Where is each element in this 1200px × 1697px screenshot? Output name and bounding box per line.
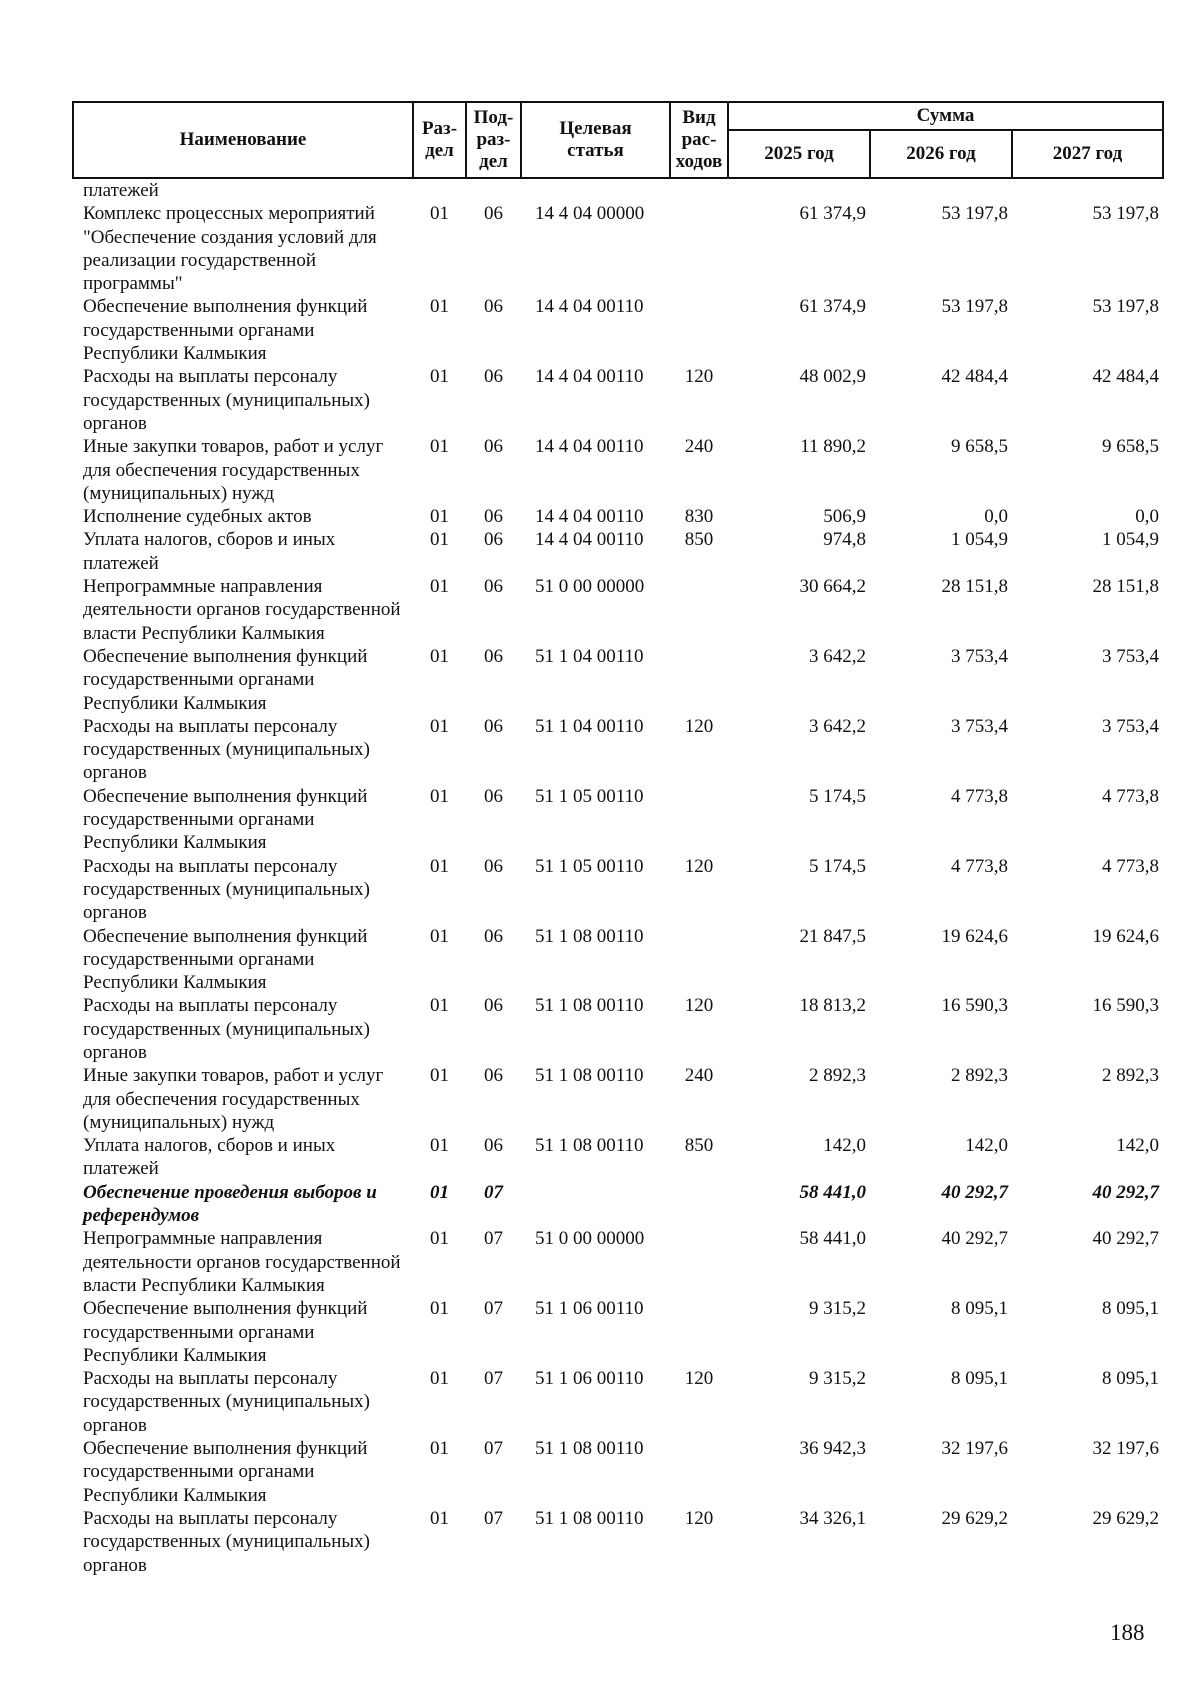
row-razdel: 01 — [430, 576, 449, 598]
row-target: 51 1 08 00110 — [535, 1135, 644, 1157]
table-row — [73, 528, 1163, 575]
row-podrazdel: 06 — [484, 995, 503, 1017]
row-2026: 8 095,1 — [951, 1368, 1008, 1390]
row-2027: 53 197,8 — [1092, 296, 1160, 318]
row-name: Комплекс процессных мероприятий "Обеспечение создания условий для реализации государственной программы" — [83, 203, 377, 295]
table-row — [73, 925, 1163, 995]
row-target — [521, 178, 670, 202]
row-2026: 29 629,2 — [941, 1507, 1008, 1529]
row-2027: 29 629,2 — [1092, 1507, 1160, 1529]
row-razdel: 01 — [430, 296, 449, 318]
row-name: Расходы на выплаты персоналу государственных (муниципальных) органов — [83, 1507, 370, 1576]
header-2027: 2027 год — [1012, 130, 1163, 178]
page-number: 188 — [1110, 1620, 1145, 1645]
row-name: Расходы на выплаты персоналу государственных (муниципальных) органов — [83, 715, 370, 784]
row-2025: 9 315,2 — [809, 1298, 866, 1320]
row-name: Иные закупки товаров, работ и услуг для обеспечения государственных (муниципальных) нужд — [83, 436, 384, 504]
row-target: 14 4 04 00110 — [535, 436, 644, 458]
row-target: 51 1 05 00110 — [535, 785, 644, 807]
row-2027: 53 197,8 — [1092, 203, 1160, 225]
row-2026: 16 590,3 — [941, 995, 1008, 1017]
row-2027: 28 151,8 — [1092, 576, 1160, 598]
row-vid — [670, 575, 728, 645]
header-name: Наименование — [73, 102, 413, 178]
row-razdel: 01 — [430, 1368, 449, 1390]
row-target: 14 4 04 00000 — [535, 203, 645, 225]
row-name: Непрограммные направления деятельности органов государственной власти Республики Калмыкия — [83, 576, 401, 644]
row-podrazdel: 06 — [484, 785, 503, 807]
row-razdel: 01 — [430, 529, 449, 551]
row-podrazdel: 06 — [484, 1135, 503, 1157]
table-row — [73, 1064, 1163, 1134]
row-2025: 30 664,2 — [799, 576, 866, 598]
row-target: 51 1 04 00110 — [535, 715, 644, 737]
row-razdel: 01 — [430, 1438, 449, 1460]
row-razdel: 01 — [430, 645, 449, 667]
row-podrazdel: 06 — [484, 715, 503, 737]
row-podrazdel: 06 — [484, 576, 503, 598]
row-2025: 36 942,3 — [799, 1438, 866, 1460]
row-2027: 3 753,4 — [1102, 715, 1160, 737]
row-podrazdel: 07 — [484, 1368, 503, 1390]
row-vid: 120 — [684, 1368, 714, 1390]
row-vid: 850 — [684, 1135, 714, 1157]
header-summa: Сумма — [728, 102, 1163, 130]
row-target: 51 1 06 00110 — [535, 1298, 644, 1320]
table-row — [73, 1297, 1163, 1367]
row-2026: 53 197,8 — [941, 296, 1008, 318]
row-name: Уплата налогов, сборов и иных платежей — [83, 529, 336, 574]
row-target: 51 1 04 00110 — [535, 645, 644, 667]
row-target: 14 4 04 00110 — [535, 529, 644, 551]
row-2025: 9 315,2 — [809, 1368, 866, 1390]
row-podrazdel: 06 — [484, 366, 503, 388]
row-razdel: 01 — [430, 1135, 449, 1157]
table-row — [73, 715, 1163, 785]
row-vid: 830 — [684, 506, 714, 528]
row-2026: 9 658,5 — [951, 436, 1008, 458]
row-podrazdel: 06 — [484, 436, 503, 458]
row-2027: 4 773,8 — [1102, 855, 1160, 877]
row-vid — [670, 785, 728, 855]
row-razdel: 01 — [430, 1298, 449, 1320]
row-2025: 61 374,9 — [799, 296, 866, 318]
row-2027: 32 197,6 — [1092, 1438, 1160, 1460]
row-name: Уплата налогов, сборов и иных платежей — [83, 1135, 336, 1180]
row-2026: 32 197,6 — [941, 1438, 1008, 1460]
row-vid — [670, 1227, 728, 1297]
row-podrazdel: 06 — [484, 855, 503, 877]
row-2027: 1 054,9 — [1102, 529, 1160, 551]
row-name: Обеспечение выполнения функций государственными органами Республики Калмыкия — [83, 645, 368, 714]
row-vid: 120 — [684, 366, 714, 388]
row-vid — [670, 295, 728, 365]
row-razdel: 01 — [430, 366, 449, 388]
row-2027: 40 292,7 — [1092, 1228, 1160, 1250]
row-vid — [670, 645, 728, 715]
row-2027: 19 624,6 — [1092, 925, 1160, 947]
table-header — [73, 102, 1163, 178]
row-podrazdel: 07 — [484, 1507, 503, 1529]
row-razdel: 01 — [430, 925, 449, 947]
row-name: Обеспечение выполнения функций государственными органами Республики Калмыкия — [83, 925, 368, 994]
row-razdel: 01 — [430, 1507, 449, 1529]
row-razdel: 01 — [430, 995, 449, 1017]
header-target: Целевая статья — [521, 102, 670, 178]
row-target: 14 4 04 00110 — [535, 366, 644, 388]
row-2026: 53 197,8 — [941, 203, 1008, 225]
row-2025: 11 890,2 — [800, 436, 866, 458]
row-2025: 58 441,0 — [799, 1228, 866, 1250]
table-row — [73, 202, 1163, 295]
row-name: Обеспечение выполнения функций государственными органами Республики Калмыкия — [83, 785, 368, 854]
row-podrazdel: 07 — [484, 1438, 503, 1460]
row-vid — [670, 178, 728, 202]
row-target: 51 1 05 00110 — [535, 855, 644, 877]
row-podrazdel: 07 — [484, 1181, 503, 1203]
row-2025: 5 174,5 — [809, 785, 866, 807]
row-2026: 40 292,7 — [941, 1228, 1008, 1250]
row-podrazdel: 06 — [484, 1065, 503, 1087]
row-2025: 21 847,5 — [799, 925, 866, 947]
row-name: Обеспечение выполнения функций государственными органами Республики Калмыкия — [83, 296, 368, 365]
row-2027: 8 095,1 — [1102, 1368, 1160, 1390]
row-2025: 5 174,5 — [809, 855, 866, 877]
row-2026: 40 292,7 — [941, 1181, 1008, 1203]
table-row — [73, 505, 1163, 528]
row-razdel: 01 — [430, 1228, 449, 1250]
row-target: 51 1 06 00110 — [535, 1368, 644, 1390]
row-2026: 0,0 — [984, 506, 1008, 528]
row-name: Расходы на выплаты персоналу государственных (муниципальных) органов — [83, 366, 370, 434]
row-2026: 4 773,8 — [951, 785, 1008, 807]
row-vid: 120 — [684, 995, 714, 1017]
table-row — [73, 1507, 1163, 1577]
row-vid — [670, 202, 728, 295]
row-2027: 4 773,8 — [1102, 785, 1160, 807]
row-vid — [670, 1181, 728, 1228]
row-2027 — [1012, 178, 1163, 202]
row-name: Расходы на выплаты персоналу государственных (муниципальных) органов — [83, 1368, 370, 1436]
row-target: 51 1 08 00110 — [535, 995, 644, 1017]
row-name: Обеспечение выполнения функций государственными органами Республики Калмыкия — [83, 1298, 368, 1366]
row-2025: 58 441,0 — [799, 1181, 866, 1203]
header-vid: Вид рас- ходов — [670, 102, 728, 178]
row-name: Расходы на выплаты персоналу государственных (муниципальных) органов — [83, 995, 370, 1063]
row-vid: 850 — [684, 529, 714, 551]
row-2025: 2 892,3 — [809, 1065, 866, 1087]
table-row — [73, 435, 1163, 505]
table-row — [73, 1227, 1163, 1297]
row-vid: 240 — [684, 436, 714, 458]
row-razdel: 01 — [430, 855, 449, 877]
row-podrazdel: 06 — [484, 529, 503, 551]
row-2027: 16 590,3 — [1092, 995, 1160, 1017]
row-vid: 120 — [684, 715, 714, 737]
row-2027: 40 292,7 — [1092, 1181, 1160, 1203]
row-2027: 9 658,5 — [1102, 436, 1160, 458]
row-2027: 2 892,3 — [1102, 1065, 1160, 1087]
row-podrazdel: 07 — [484, 1298, 503, 1320]
row-2025: 61 374,9 — [799, 203, 866, 225]
table-row — [73, 1181, 1163, 1228]
row-2026: 2 892,3 — [951, 1065, 1008, 1087]
table-row — [73, 994, 1163, 1064]
row-2025: 3 642,2 — [809, 645, 866, 667]
table-row — [73, 178, 1163, 202]
header-2025: 2025 год — [728, 130, 870, 178]
row-target: 51 0 00 00000 — [535, 576, 645, 598]
row-target: 51 0 00 00000 — [535, 1228, 645, 1250]
row-2026: 142,0 — [965, 1135, 1008, 1157]
table-row — [73, 1437, 1163, 1507]
table-row — [73, 645, 1163, 715]
table-row — [73, 1134, 1163, 1181]
header-razdel: Раз- дел — [413, 102, 466, 178]
row-podrazdel: 06 — [484, 645, 503, 667]
budget-table — [72, 101, 1164, 1577]
row-2027: 8 095,1 — [1102, 1298, 1160, 1320]
row-vid — [670, 1437, 728, 1507]
row-name: Обеспечение выполнения функций государственными органами Республики Калмыкия — [83, 1438, 368, 1506]
row-2025: 506,9 — [823, 506, 866, 528]
row-2026: 19 624,6 — [941, 925, 1008, 947]
row-2025: 142,0 — [823, 1135, 866, 1157]
row-2026: 8 095,1 — [951, 1298, 1008, 1320]
row-2027: 42 484,4 — [1092, 366, 1160, 388]
row-2025: 48 002,9 — [799, 366, 866, 388]
row-vid — [670, 925, 728, 995]
row-2026: 3 753,4 — [951, 715, 1008, 737]
row-target: 51 1 08 00110 — [535, 1438, 644, 1460]
row-podrazdel: 06 — [484, 506, 503, 528]
row-target: 51 1 08 00110 — [535, 1507, 644, 1529]
header-podrazdel: Под- раз- дел — [466, 102, 521, 178]
row-name: Исполнение судебных актов — [83, 506, 312, 528]
row-razdel — [413, 178, 466, 202]
row-razdel: 01 — [430, 1065, 449, 1087]
row-razdel: 01 — [430, 1181, 449, 1203]
row-name: Непрограммные направления деятельности органов государственной власти Республики Калмыкия — [83, 1228, 401, 1296]
row-2026: 1 054,9 — [951, 529, 1008, 551]
row-target: 51 1 08 00110 — [535, 925, 644, 947]
row-2026 — [870, 178, 1012, 202]
row-2025: 3 642,2 — [809, 715, 866, 737]
row-target: 14 4 04 00110 — [535, 296, 644, 318]
table-row — [73, 855, 1163, 925]
row-podrazdel — [466, 178, 521, 202]
table-row — [73, 295, 1163, 365]
row-target: 51 1 08 00110 — [535, 1065, 644, 1087]
header-2026: 2026 год — [870, 130, 1012, 178]
row-razdel: 01 — [430, 715, 449, 737]
row-target: 14 4 04 00110 — [535, 506, 644, 528]
row-razdel: 01 — [430, 436, 449, 458]
table-row — [73, 785, 1163, 855]
row-podrazdel: 06 — [484, 925, 503, 947]
row-2025 — [728, 178, 870, 202]
table-body — [73, 178, 1163, 1577]
row-2027: 3 753,4 — [1102, 645, 1160, 667]
row-2026: 3 753,4 — [951, 645, 1008, 667]
row-podrazdel: 06 — [484, 203, 503, 225]
row-vid: 240 — [684, 1065, 714, 1087]
table-row — [73, 365, 1163, 435]
row-vid: 120 — [684, 1507, 714, 1529]
table-row — [73, 575, 1163, 645]
row-vid: 120 — [684, 855, 714, 877]
row-2025: 974,8 — [823, 529, 866, 551]
row-razdel: 01 — [430, 506, 449, 528]
row-podrazdel: 06 — [484, 296, 503, 318]
row-name: Обеспечение проведения выборов и референдумов — [83, 1181, 377, 1227]
row-name: Иные закупки товаров, работ и услуг для обеспечения государственных (муниципальных) нужд — [83, 1065, 384, 1133]
row-2025: 18 813,2 — [799, 995, 866, 1017]
row-name: Расходы на выплаты персоналу государственных (муниципальных) органов — [83, 855, 370, 924]
row-2027: 142,0 — [1116, 1135, 1160, 1157]
row-2025: 34 326,1 — [799, 1507, 866, 1529]
table-row — [73, 1367, 1163, 1437]
row-2026: 4 773,8 — [951, 855, 1008, 877]
row-2026: 28 151,8 — [941, 576, 1008, 598]
row-2026: 42 484,4 — [941, 366, 1008, 388]
row-podrazdel: 07 — [484, 1228, 503, 1250]
row-target — [521, 1181, 670, 1228]
row-2027: 0,0 — [1135, 506, 1160, 528]
row-vid — [670, 1297, 728, 1367]
row-name: платежей — [83, 180, 159, 201]
row-razdel: 01 — [430, 785, 449, 807]
row-razdel: 01 — [430, 203, 449, 225]
